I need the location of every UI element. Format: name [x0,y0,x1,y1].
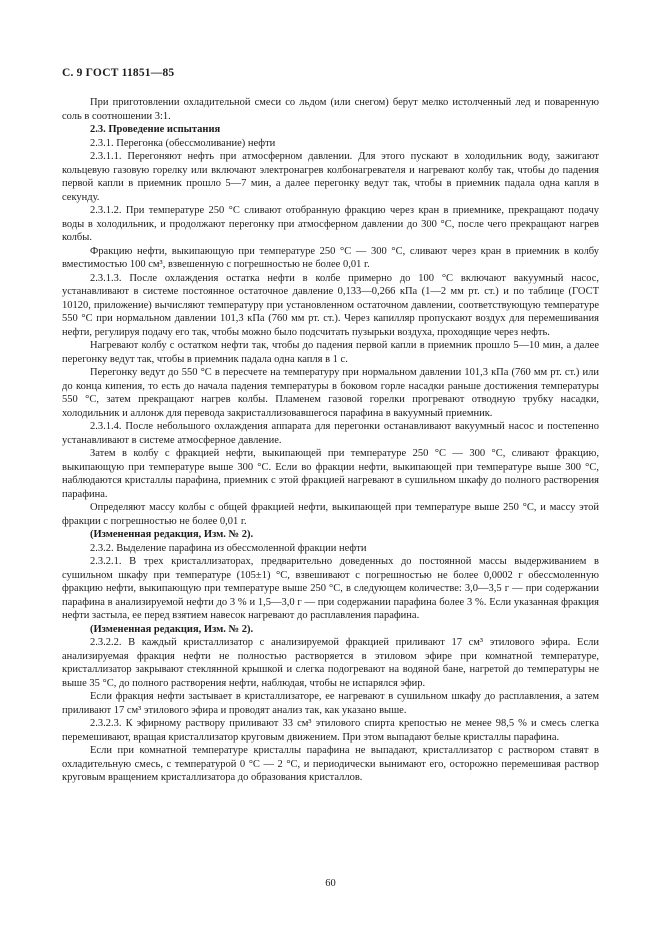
subsection-heading: 2.3.1. Перегонка (обессмоливание) нефти [90,137,276,149]
paragraph: Если при комнатной температуре кристаллы парафина не выпадают, кристаллизатор с раствором ставят в охладительную смесь, с температурой 0 °С — 2 °С, и периодически вынимают его, осторожно перемешивая раствор круговым вращением кристаллизатора до образования кристаллов. [62,745,599,783]
subsection-heading: 2.3.2. Выделение парафина из обессмоленной фракции нефти [90,542,367,554]
paragraph: 2.3.1.2. При температуре 250 °С сливают отобранную фракцию через кран в приемнике, прекращают подачу воды в холодильник, и продолжают перегонку при атмосферном давлении до 300 °С, после чего прекращают нагрев колбы. [62,205,599,243]
document-body [62,96,599,785]
page-number: 60 [325,878,336,889]
paragraph: При приготовлении охладительной смеси со льдом (или снегом) берут мелко истолченный лед и поваренную соль в соотношении 3:1. [62,97,599,122]
paragraph: 2.3.2.3. К эфирному раствору приливают 33 см³ этилового спирта крепостью не менее 98,5 % и смесь слегка перемешивают, вращая кристаллизатор круговым движением. При этом выпадают белые кристаллы парафина. [62,718,599,743]
paragraph: 2.3.1.4. После небольшого охлаждения аппарата для перегонки останавливают вакуумный насос и постепенно устанавливают в системе атмосферное давление. [62,421,599,446]
paragraph: Затем в колбу с фракцией нефти, выкипающей при температуре 250 °С — 300 °С, сливают фракцию, выкипающую при температуре выше 300 °С. Если во фракции нефти, выкипающей при температуре выше 300 °С, наблюдаются кристаллы парафина, приемник с этой фракцией нагревают в сушильном шкафу до полного растворения парафина. [62,448,599,500]
paragraph: Определяют массу колбы с общей фракцией нефти, выкипающей при температуре выше 250 °С, и массу этой фракции с погрешностью не более 0,01 г. [62,502,599,527]
paragraph: 2.3.1.1. Перегоняют нефть при атмосферном давлении. Для этого пускают в холодильник воду, зажигают кольцевую газовую горелку или включают электронагрев колбонагревателя и нагревают колбу так, чтобы до падения первой капли в приемник прошло 5—7 мин, а далее перегонку ведут так, чтобы в приемник падала одна капля в секунду. [62,151,599,203]
paragraph: 2.3.2.2. В каждый кристаллизатор с анализируемой фракцией приливают 17 см³ этилового эфира. Если анализируемая фракция нефти не полностью растворяется в этиловом эфире при комнатной температуре, кристаллизатор закрывают стеклянной крышкой и слегка подогревают на водяной бане, нагретой до температуры не выше 35 °С, до полного растворения нефти, наблюдая, чтобы не испарялся эфир. [62,637,599,689]
paragraph: Фракцию нефти, выкипающую при температуре 250 °С — 300 °С, сливают через кран в приемник в колбу вместимостью 100 см³, взвешенную с погрешностью не более 0,01 г. [62,245,599,270]
paragraph: Перегонку ведут до 550 °С в пересчете на температуру при нормальном давлении 101,3 кПа (760 мм рт. ст.) или до конца кипения, то есть до начала падения температуры в боковом горле насадки раньше достижения температуры 550 °С, затем прекращают нагрев колбы. Пламенем газовой горелки прогревают отводную трубку насадки, холодильник и аллонж для перевода закристаллизовавшегося парафина в вакуумный приемник. [62,367,599,419]
page-header: С. 9 ГОСТ 11851—85 [62,67,175,79]
revision-note: (Измененная редакция, Изм. № 2). [90,529,254,540]
paragraph: Нагревают колбу с остатком нефти так, чтобы до падения первой капли в приемник прошло 5—10 мин, а далее перегонку ведут так, чтобы в приемник падала одна капля в 1 с. [62,340,599,365]
section-heading: 2.3. Проведение испытания [90,124,221,135]
paragraph: Если фракция нефти застывает в кристаллизаторе, ее нагревают в сушильном шкафу до расплавления, а затем приливают 17 см³ этилового эфира и проводят анализ так, как указано выше. [62,691,599,716]
paragraph: 2.3.2.1. В трех кристаллизаторах, предварительно доведенных до постоянной массы выдерживанием в сушильном шкафу при температуре (105±1) °С, взвешивают с погрешностью не более 0,0002 г обессмоленную фракцию нефти, выкипающую при температуре выше 250 °С, в следующем количестве: 3,0—3,5 г — при содержании парафина в анализируемой нефти до 3 % и 1,5—3,0 г — при содержании парафина более 3 %. Если указанная фракция нефти застыла, ее перед взятием навесок нагревают до расплавления парафина. [62,556,599,621]
revision-note: (Измененная редакция, Изм. № 2). [90,623,254,635]
paragraph: 2.3.1.3. После охлаждения остатка нефти в колбе примерно до 100 °С включают вакуумный насос, устанавливают в системе постоянное остаточное давление 0,133—0,266 кПа (1—2 мм рт. ст.) и по таблице (ГОСТ 10120, приложение) вычисляют температуру при установленном остаточном давлении, соответствующую температуре 550 °С при нормальном давлении 101,3 кПа (760 мм рт. ст.). Через капилляр пропускают воздух для перемешивания нефти, регулируя подачу его так, чтобы можно было подсчитать пузырьки воздуха, проходящие через нефть. [62,272,599,338]
